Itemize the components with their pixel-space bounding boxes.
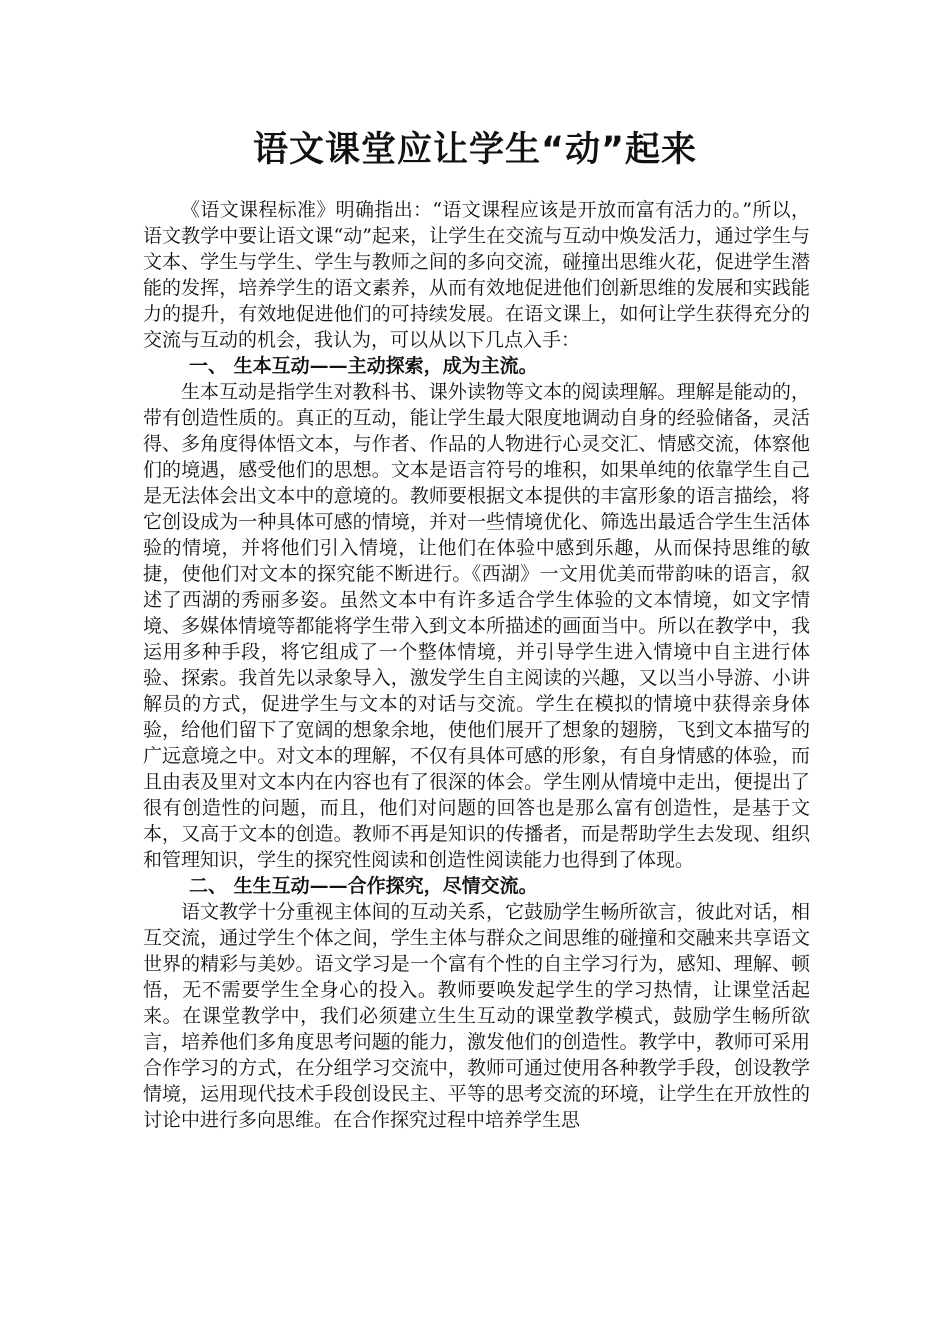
intro-paragraph: 《语文课程标准》明确指出：“语文课程应该是开放而富有活力的。”所以，语文教学中要让语文课“动”起来，让学生在交流与互动中焕发活力，通过学生与文本、学生与学生、学生与教师之间的多向交流，碰撞出思维火花，促进学生潜能的发挥，培养学生的语文素养，从而有效地促进他们创新思维的发展和实践能力的提升，有效地促进他们的可持续发展。在语文课上，如何让学生获得充分的交流与互动的机会，我认为，可以从以下几点入手： <box>143 199 810 351</box>
section-paragraph-2: 语文教学十分重视主体间的互动关系，它鼓励学生畅所欲言，彼此对话，相互交流，通过学生个体之间，学生主体与群众之间思维的碰撞和交融来共享语文世界的精彩与美妙。语文学习是一个富有个性的自主学习行为，感知、理解、顿悟，无不需要学生全身心的投入。教师要唤发起学生的学习热情，让课堂活起来。在课堂教学中，我们必须建立生生互动的课堂教学模式，鼓励学生畅所欲言，培养他们多角度思考问题的能力，激发他们的创造性。教学中，教师可采用合作学习的方式，在分组学习交流中，教师可通过使用各种教学手段，创设教学情境，运用现代技术手段创设民主、平等的思考交流的环境，让学生在开放性的讨论中进行多向思维。在合作探究过程中培养学生思 <box>143 901 810 1131</box>
document-title: 语文课堂应让学生“动”起来 <box>252 130 697 170</box>
section-paragraph-1: 生本互动是指学生对教科书、课外读物等文本的阅读理解。理解是能动的，带有创造性质的。真正的互动，能让学生最大限度地调动自身的经验储备，灵活得、多角度得体悟文本，与作者、作品的人物进行心灵交汇、情感交流，体察他们的境遇，感受他们的思想。文本是语言符号的堆积，如果单纯的依靠学生自己是无法体会出文本中的意境的。教师要根据文本提供的丰富形象的语言描绘，将它创设成为一种具体可感的情境，并对一些情境优化、筛选出最适合学生生活体验的情境，并将他们引入情境，让他们在体验中感到乐趣，从而保持思维的敏捷，使他们对文本的探究能不断进行。《西湖》一文用优美而带韵味的语言，叙述了西湖的秀丽多姿。虽然文本中有许多适合学生体验的文本情境，如文字情境、多媒体情境等都能将学生带入到文本所描述的画面当中。所以在教学中，我运用多种手段，将它组成了一个整体情境，并引导学生进入情境中自主进行体验、探索。我首先以录象导入，激发学生自主阅读的兴趣，又以当小导游、小讲解员的方式，促进学生与文本的对话与交流。学生在模拟的情境中获得亲身体验，给他们留下了宽阔的想象余地，使他们展开了想象的翅膀，飞到文本描写的广远意境之中。对文本的理解，不仅有具体可感的形象，有自身情感的体验，而且由表及里对文本内在内容也有了很深的体会。学生刚从情境中走出，便提出了很有创造性的问题，而且，他们对问题的回答也是那么富有创造性，是基于文本，又高于文本的创造。教师不再是知识的传播者，而是帮助学生去发现、组织和管理知识，学生的探究性阅读和创造性阅读能力也得到了体现。 <box>143 381 810 871</box>
section-heading-1: 一、 生本互动——主动探索，成为主流。 <box>189 355 538 377</box>
document-body <box>143 197 810 1133</box>
section-heading-2: 二、 生生互动——合作探究，尽情交流。 <box>189 875 538 897</box>
